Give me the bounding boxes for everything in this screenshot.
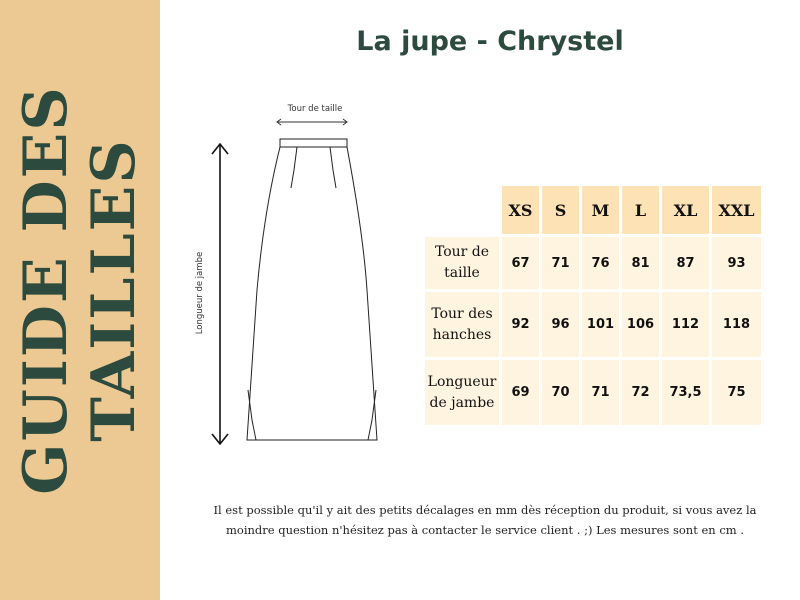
- table-cell: 69: [502, 360, 539, 425]
- row-label-line1: Tour des: [431, 305, 493, 322]
- table-cell: 112: [662, 292, 709, 357]
- table-cell: 106: [622, 292, 659, 357]
- table-cell: 75: [712, 360, 761, 425]
- table-cell: 67: [502, 237, 539, 289]
- size-header-xl: XL: [662, 186, 709, 234]
- size-guide-heading-line2: TAILLES: [79, 138, 149, 442]
- table-cell: 101: [582, 292, 619, 357]
- size-header-m: M: [582, 186, 619, 234]
- length-measure-label: Longueur de jambe: [195, 251, 205, 335]
- row-label-line2: hanches: [432, 326, 492, 343]
- table-cell: 92: [502, 292, 539, 357]
- sidebar-panel: [0, 0, 160, 600]
- table-cell: 96: [542, 292, 579, 357]
- size-table: [422, 183, 764, 428]
- size-header-row: [425, 186, 761, 234]
- table-row: [425, 292, 761, 357]
- table-cell: 81: [622, 237, 659, 289]
- table-cell: 70: [542, 360, 579, 425]
- table-row: [425, 360, 761, 425]
- size-guide-heading-line1: GUIDE DES: [11, 85, 81, 495]
- size-header-xs: XS: [502, 186, 539, 234]
- table-cell: 72: [622, 360, 659, 425]
- table-cell: 76: [582, 237, 619, 289]
- size-header-s: S: [542, 186, 579, 234]
- waist-measure-label: Tour de taille: [287, 104, 343, 114]
- table-corner: [425, 186, 499, 234]
- table-cell: 87: [662, 237, 709, 289]
- skirt-diagram: [185, 100, 385, 450]
- disclaimer-note: Il est possible qu'il y ait des petits décalages en mm dès réception du produit, si vous avez la moindre question n'hésitez pas à contacter le service client . ;) Les mesures sont en cm .: [213, 503, 757, 537]
- skirt-outline: [247, 139, 377, 440]
- size-header-l: L: [622, 186, 659, 234]
- table-row: [425, 237, 761, 289]
- table-cell: 73,5: [662, 360, 709, 425]
- row-label-line2: de jambe: [429, 394, 495, 411]
- size-guide-heading: [12, 85, 148, 494]
- row-label-length: [425, 360, 499, 425]
- row-label-line1: Tour de: [434, 244, 490, 260]
- table-cell: 71: [582, 360, 619, 425]
- table-cell: 93: [712, 237, 761, 289]
- table-cell: 118: [712, 292, 761, 357]
- row-label-waist: [425, 237, 499, 289]
- waist-arrow: [277, 119, 347, 125]
- size-header-xxl: XXL: [712, 186, 761, 234]
- page-title: La jupe - Chrystel: [356, 26, 624, 57]
- row-label-hips: [425, 292, 499, 357]
- length-arrow: [212, 144, 228, 444]
- table-cell: 71: [542, 237, 579, 289]
- row-label-line1: Longueur: [427, 373, 497, 390]
- row-label-line2: taille: [444, 265, 480, 281]
